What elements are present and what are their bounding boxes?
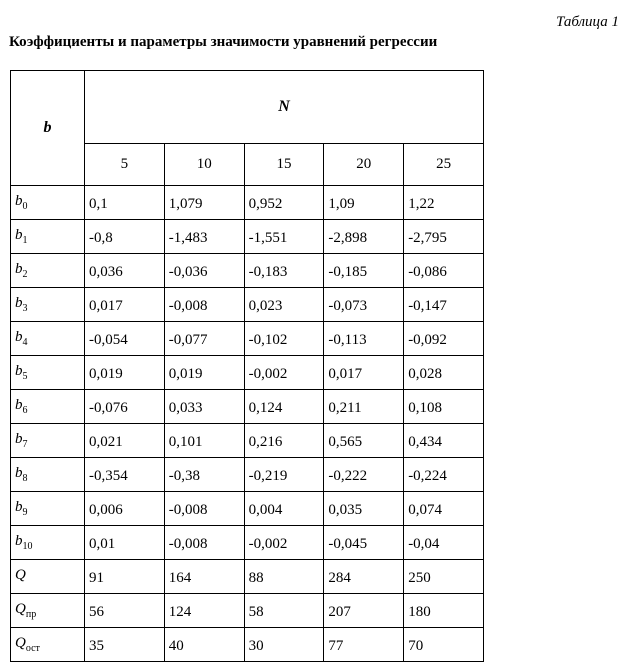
table-row	[11, 526, 484, 560]
table-cell: 0,006	[85, 492, 165, 526]
table-cell: -0,086	[404, 254, 484, 288]
row-label	[11, 424, 85, 458]
table-cell: -0,8	[85, 220, 165, 254]
table-cell: 0,216	[244, 424, 324, 458]
table-row	[11, 220, 484, 254]
table-cell: 56	[85, 594, 165, 628]
table-cell: -0,077	[164, 322, 244, 356]
table-cell: 0,028	[404, 356, 484, 390]
table-cell: 284	[324, 560, 404, 594]
table-row	[11, 492, 484, 526]
header-b: b	[11, 71, 85, 186]
row-label	[11, 492, 85, 526]
table-cell: -0,036	[164, 254, 244, 288]
table-cell: -0,054	[85, 322, 165, 356]
table-cell: 70	[404, 628, 484, 662]
row-subscript: 8	[22, 473, 28, 484]
table-number: Таблица 1	[556, 14, 619, 30]
table-cell: -0,147	[404, 288, 484, 322]
table-cell: -0,076	[85, 390, 165, 424]
n-value: 20	[324, 144, 404, 186]
table-cell: -1,483	[164, 220, 244, 254]
row-symbol: b	[15, 261, 23, 277]
table-cell: -0,222	[324, 458, 404, 492]
row-label	[11, 560, 85, 594]
row-symbol: b	[15, 499, 23, 515]
table-row	[11, 186, 484, 220]
table-cell: 250	[404, 560, 484, 594]
table-cell: 0,124	[244, 390, 324, 424]
table-cell: -0,04	[404, 526, 484, 560]
row-subscript: 7	[22, 439, 28, 450]
table-cell: 88	[244, 560, 324, 594]
table-cell: -2,795	[404, 220, 484, 254]
table-row	[11, 322, 484, 356]
row-symbol: b	[15, 465, 23, 481]
row-label	[11, 628, 85, 662]
table-cell: 30	[244, 628, 324, 662]
table-cell: -0,008	[164, 526, 244, 560]
row-subscript: 1	[22, 235, 28, 246]
row-label	[11, 390, 85, 424]
row-symbol: b	[15, 363, 23, 379]
row-subscript: 3	[22, 303, 28, 314]
n-value: 25	[404, 144, 484, 186]
row-symbol: Q	[15, 567, 26, 583]
table-cell: -0,073	[324, 288, 404, 322]
table-cell: 77	[324, 628, 404, 662]
row-label	[11, 254, 85, 288]
table-cell: -2,898	[324, 220, 404, 254]
table-cell: 0,211	[324, 390, 404, 424]
row-label	[11, 356, 85, 390]
table-cell: 0,004	[244, 492, 324, 526]
table-row	[11, 288, 484, 322]
table-row	[11, 560, 484, 594]
n-value: 15	[244, 144, 324, 186]
table-cell: 0,017	[324, 356, 404, 390]
regression-table	[10, 70, 484, 662]
table-cell: 0,017	[85, 288, 165, 322]
row-symbol: b	[15, 295, 23, 311]
row-symbol: Q	[15, 601, 26, 617]
table-row	[11, 458, 484, 492]
table-cell: -0,185	[324, 254, 404, 288]
table-row	[11, 424, 484, 458]
table-cell: 0,036	[85, 254, 165, 288]
table-cell: -0,113	[324, 322, 404, 356]
row-subscript: 9	[22, 507, 28, 518]
row-subscript: 0	[22, 201, 28, 212]
row-subscript: 6	[22, 405, 28, 416]
table-cell: 0,033	[164, 390, 244, 424]
row-subscript: 2	[22, 269, 28, 280]
table-cell: -0,008	[164, 288, 244, 322]
table-cell: 0,019	[85, 356, 165, 390]
table-cell: 58	[244, 594, 324, 628]
table-cell: 180	[404, 594, 484, 628]
row-symbol: b	[15, 227, 23, 243]
table-cell: -0,38	[164, 458, 244, 492]
table-cell: -0,219	[244, 458, 324, 492]
row-symbol: b	[15, 431, 23, 447]
row-subscript: пр	[25, 609, 37, 620]
table-cell: -0,102	[244, 322, 324, 356]
table-title: Коэффициенты и параметры значимости уравнений регрессии	[9, 34, 438, 50]
table-cell: 0,565	[324, 424, 404, 458]
table-cell: -1,551	[244, 220, 324, 254]
row-label	[11, 288, 85, 322]
header-n: N	[85, 71, 484, 144]
table-cell: 0,1	[85, 186, 165, 220]
table-cell: 164	[164, 560, 244, 594]
table-cell: -0,092	[404, 322, 484, 356]
row-label	[11, 220, 85, 254]
table-cell: 0,952	[244, 186, 324, 220]
table-cell: 1,22	[404, 186, 484, 220]
row-symbol: b	[15, 533, 23, 549]
table-cell: 1,079	[164, 186, 244, 220]
row-label	[11, 322, 85, 356]
n-value: 10	[164, 144, 244, 186]
table-cell: 0,074	[404, 492, 484, 526]
row-subscript: 10	[22, 541, 33, 552]
n-value: 5	[85, 144, 165, 186]
table-cell: -0,354	[85, 458, 165, 492]
table-cell: 35	[85, 628, 165, 662]
table-cell: 0,035	[324, 492, 404, 526]
table-cell: 207	[324, 594, 404, 628]
table-body	[11, 186, 484, 662]
table-cell: -0,002	[244, 356, 324, 390]
row-symbol: b	[15, 193, 23, 209]
table-cell: 0,101	[164, 424, 244, 458]
row-subscript: ост	[25, 643, 40, 654]
table-cell: 91	[85, 560, 165, 594]
table-cell: -0,002	[244, 526, 324, 560]
row-label	[11, 526, 85, 560]
table-cell: 0,023	[244, 288, 324, 322]
row-subscript: 5	[22, 371, 28, 382]
table-cell: -0,008	[164, 492, 244, 526]
table-cell: -0,224	[404, 458, 484, 492]
table-cell: 124	[164, 594, 244, 628]
table-cell: 0,019	[164, 356, 244, 390]
row-label	[11, 594, 85, 628]
row-subscript: 4	[22, 337, 28, 348]
table-cell: 0,021	[85, 424, 165, 458]
table-cell: 0,01	[85, 526, 165, 560]
table-cell: -0,045	[324, 526, 404, 560]
table-row	[11, 390, 484, 424]
table-row	[11, 254, 484, 288]
table-row	[11, 628, 484, 662]
row-symbol: b	[15, 329, 23, 345]
table-row	[11, 594, 484, 628]
table-row	[11, 356, 484, 390]
row-symbol: b	[15, 397, 23, 413]
row-label	[11, 458, 85, 492]
table-cell: 40	[164, 628, 244, 662]
row-label	[11, 186, 85, 220]
table-cell: 0,108	[404, 390, 484, 424]
table-cell: 0,434	[404, 424, 484, 458]
row-symbol: Q	[15, 635, 26, 651]
table-cell: -0,183	[244, 254, 324, 288]
table-cell: 1,09	[324, 186, 404, 220]
